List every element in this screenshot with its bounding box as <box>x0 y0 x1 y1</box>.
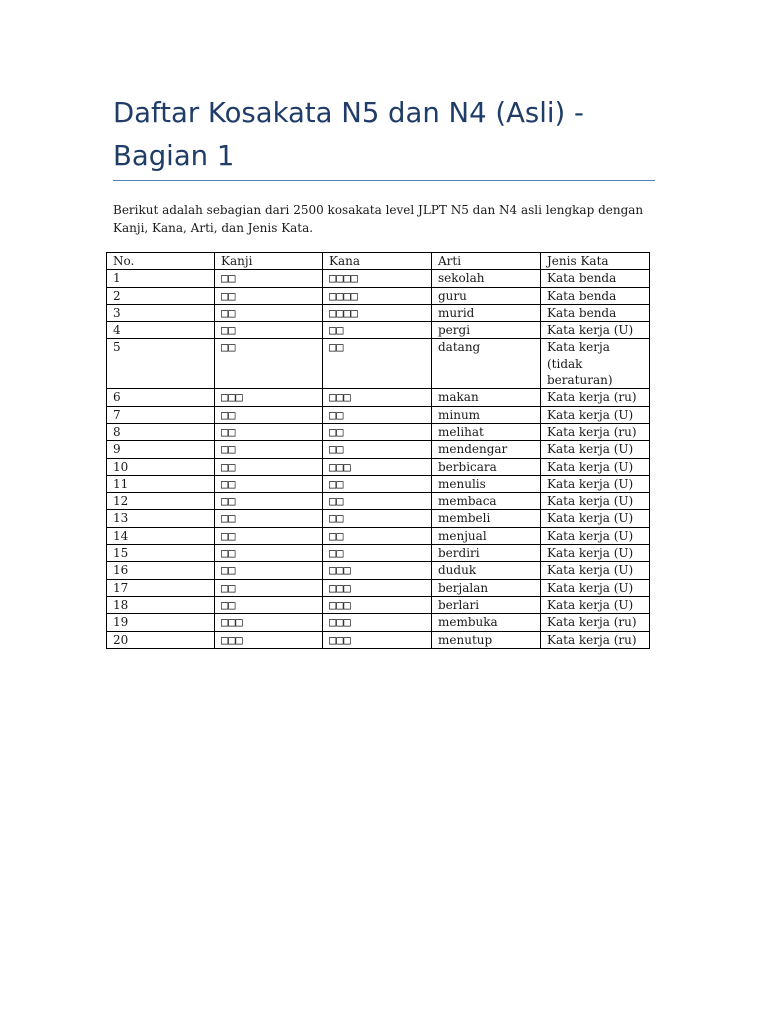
row-jenis-kata: Kata kerja (U) <box>541 406 650 423</box>
row-kanji: □□ <box>215 579 323 596</box>
table-row <box>107 270 650 287</box>
row-arti: murid <box>432 304 541 321</box>
table-row <box>107 287 650 304</box>
row-arti: berlari <box>432 596 541 613</box>
table-row <box>107 441 650 458</box>
row-no: 2 <box>107 287 215 304</box>
row-kana: □□ <box>323 322 432 339</box>
table-row <box>107 562 650 579</box>
row-jenis-kata: Kata kerja (ru) <box>541 389 650 406</box>
row-arti: membeli <box>432 510 541 527</box>
vocabulary-table <box>106 252 650 649</box>
table-header-row <box>107 253 650 270</box>
row-kanji: □□ <box>215 339 323 389</box>
row-arti: mendengar <box>432 441 541 458</box>
intro-paragraph: Berikut adalah sebagian dari 2500 kosakata level JLPT N5 dan N4 asli lengkap dengan Kanji, Kana, Arti, dan Jenis Kata. <box>113 203 644 235</box>
row-kanji: □□ <box>215 423 323 440</box>
table-row <box>107 406 650 423</box>
row-kanji: □□ <box>215 441 323 458</box>
row-jenis-kata: Kata kerja (U) <box>541 441 650 458</box>
row-kanji: □□ <box>215 545 323 562</box>
row-kana: □□□ <box>323 614 432 631</box>
row-arti: berbicara <box>432 458 541 475</box>
row-kana: □□□ <box>323 596 432 613</box>
row-no: 11 <box>107 475 215 492</box>
table-row <box>107 527 650 544</box>
row-kanji: □□ <box>215 493 323 510</box>
row-arti: sekolah <box>432 270 541 287</box>
row-kanji: □□□ <box>215 631 323 648</box>
row-no: 9 <box>107 441 215 458</box>
row-kana: □□□□ <box>323 270 432 287</box>
row-no: 10 <box>107 458 215 475</box>
table-row <box>107 475 650 492</box>
row-jenis-kata: Kata kerja (tidak beraturan) <box>541 339 650 389</box>
row-kanji: □□□ <box>215 389 323 406</box>
row-no: 15 <box>107 545 215 562</box>
row-arti: membaca <box>432 493 541 510</box>
row-arti: membuka <box>432 614 541 631</box>
row-arti: menutup <box>432 631 541 648</box>
row-no: 3 <box>107 304 215 321</box>
row-jenis-kata: Kata benda <box>541 270 650 287</box>
row-kanji: □□ <box>215 322 323 339</box>
row-arti: minum <box>432 406 541 423</box>
table-row <box>107 339 650 389</box>
table-row <box>107 458 650 475</box>
row-kana: □□□ <box>323 458 432 475</box>
row-kana: □□ <box>323 441 432 458</box>
row-kana: □□ <box>323 406 432 423</box>
header-kanji: Kanji <box>215 253 323 270</box>
table-row <box>107 631 650 648</box>
row-arti: guru <box>432 287 541 304</box>
row-kanji: □□ <box>215 270 323 287</box>
row-kanji: □□ <box>215 510 323 527</box>
row-kana: □□□ <box>323 579 432 596</box>
row-jenis-kata: Kata kerja (U) <box>541 458 650 475</box>
row-jenis-kata: Kata kerja (U) <box>541 527 650 544</box>
table-row <box>107 389 650 406</box>
row-kana: □□ <box>323 527 432 544</box>
table-row <box>107 423 650 440</box>
row-jenis-kata: Kata benda <box>541 304 650 321</box>
row-no: 16 <box>107 562 215 579</box>
table-row <box>107 579 650 596</box>
row-no: 14 <box>107 527 215 544</box>
row-kanji: □□ <box>215 527 323 544</box>
row-no: 7 <box>107 406 215 423</box>
row-no: 1 <box>107 270 215 287</box>
row-no: 13 <box>107 510 215 527</box>
row-jenis-kata: Kata kerja (U) <box>541 322 650 339</box>
row-kanji: □□ <box>215 475 323 492</box>
row-kanji: □□ <box>215 406 323 423</box>
row-kanji: □□ <box>215 304 323 321</box>
row-kanji: □□ <box>215 596 323 613</box>
row-jenis-kata: Kata kerja (U) <box>541 562 650 579</box>
row-kana: □□ <box>323 510 432 527</box>
header-jenis-kata: Jenis Kata <box>541 253 650 270</box>
table-row <box>107 596 650 613</box>
row-kanji: □□□ <box>215 614 323 631</box>
row-arti: duduk <box>432 562 541 579</box>
row-no: 18 <box>107 596 215 613</box>
document-title: Daftar Kosakata N5 dan N4 (Asli) - Bagian 1 <box>113 97 584 172</box>
row-kana: □□ <box>323 339 432 389</box>
table-row <box>107 493 650 510</box>
row-jenis-kata: Kata kerja (U) <box>541 493 650 510</box>
row-arti: melihat <box>432 423 541 440</box>
row-no: 12 <box>107 493 215 510</box>
row-arti: menjual <box>432 527 541 544</box>
row-jenis-kata: Kata kerja (ru) <box>541 614 650 631</box>
row-jenis-kata: Kata kerja (U) <box>541 475 650 492</box>
row-kana: □□□ <box>323 631 432 648</box>
row-arti: pergi <box>432 322 541 339</box>
row-jenis-kata: Kata kerja (U) <box>541 510 650 527</box>
row-no: 5 <box>107 339 215 389</box>
vocabulary-table-body <box>107 253 650 649</box>
row-kana: □□□□ <box>323 304 432 321</box>
header-arti: Arti <box>432 253 541 270</box>
row-arti: berdiri <box>432 545 541 562</box>
row-no: 19 <box>107 614 215 631</box>
row-no: 6 <box>107 389 215 406</box>
row-kana: □□□□ <box>323 287 432 304</box>
row-jenis-kata: Kata benda <box>541 287 650 304</box>
row-kana: □□ <box>323 545 432 562</box>
row-jenis-kata: Kata kerja (ru) <box>541 631 650 648</box>
row-kanji: □□ <box>215 562 323 579</box>
title-underline <box>113 180 655 181</box>
row-arti: makan <box>432 389 541 406</box>
table-row <box>107 322 650 339</box>
row-jenis-kata: Kata kerja (U) <box>541 596 650 613</box>
row-kana: □□□ <box>323 389 432 406</box>
row-no: 20 <box>107 631 215 648</box>
row-jenis-kata: Kata kerja (ru) <box>541 423 650 440</box>
row-jenis-kata: Kata kerja (U) <box>541 579 650 596</box>
row-no: 8 <box>107 423 215 440</box>
row-no: 4 <box>107 322 215 339</box>
table-row <box>107 614 650 631</box>
row-arti: menulis <box>432 475 541 492</box>
row-arti: datang <box>432 339 541 389</box>
row-no: 17 <box>107 579 215 596</box>
row-kanji: □□ <box>215 287 323 304</box>
row-kanji: □□ <box>215 458 323 475</box>
header-no: No. <box>107 253 215 270</box>
row-jenis-kata: Kata kerja (U) <box>541 545 650 562</box>
row-kana: □□ <box>323 493 432 510</box>
header-kana: Kana <box>323 253 432 270</box>
row-kana: □□ <box>323 423 432 440</box>
table-row <box>107 545 650 562</box>
row-kana: □□ <box>323 475 432 492</box>
table-row <box>107 304 650 321</box>
row-arti: berjalan <box>432 579 541 596</box>
row-kana: □□□ <box>323 562 432 579</box>
table-row <box>107 510 650 527</box>
